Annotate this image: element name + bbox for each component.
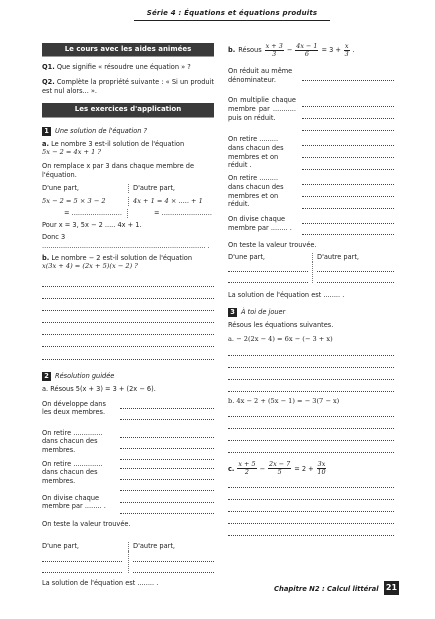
step-row: On retire .............. dans chacun des membres. xyxy=(42,429,214,458)
ex1-a-equation: 5x − 2 = 4x + 1 ? xyxy=(42,148,101,157)
ex3-a: a. − 2(2x − 4) = 6x − (− 3 + x) xyxy=(228,334,333,343)
two-parts-lines xyxy=(228,262,394,283)
two-parts-header: D'une part, D'autre part, xyxy=(228,252,360,261)
ex3-b-lines xyxy=(228,405,394,453)
two-parts-header: D'une part, D'autre part, xyxy=(42,184,176,193)
conclusion-pour: Pour x = 3, 5x − 2 ..... 4x + 1. xyxy=(42,220,142,229)
solution-line: La solution de l'équation est ........ . xyxy=(228,290,345,299)
step-row: On retire ......... dans chacun des membres et on réduit. xyxy=(228,174,394,212)
exercise-1-heading xyxy=(42,127,214,136)
question-2: Q2. Complète la propriété suivante : « Si un produit est nul alors... ». xyxy=(42,77,214,95)
two-parts-header: D'une part, D'autre part, xyxy=(42,542,176,551)
right-column xyxy=(228,43,394,536)
two-parts-lines xyxy=(42,551,214,573)
two-parts-line2: = ........................ = ........................ xyxy=(42,209,214,218)
step-row: On développe dans les deux membres. xyxy=(42,400,214,425)
page-number: 21 xyxy=(384,581,399,595)
exercise-number: 3 xyxy=(228,308,237,317)
exercise-number: 1 xyxy=(42,127,51,136)
ex3-c-lines xyxy=(228,476,394,536)
left-column xyxy=(42,43,214,588)
exercise-3-heading xyxy=(228,308,394,317)
exercise-2-heading xyxy=(42,372,214,381)
ex1-a-instruction: On remplace x par 3 dans chaque membre de l'équation. xyxy=(42,161,195,179)
ex2-a-question: a. Résous 5(x + 3) = 3 + (2x − 6). xyxy=(42,385,156,394)
ex2-steps xyxy=(42,400,214,518)
ex1-a-question: a. Le nombre 3 est-il solution de l'équation xyxy=(42,139,185,148)
step-row: On réduit au même dénominateur. xyxy=(228,67,394,93)
ex3-b: b. 4x − 2 + (5x − 1) = − 3(7 − x) xyxy=(228,396,340,405)
exercise-title: Une solution de l'équation ? xyxy=(55,126,148,135)
ex3-intro: Résous les équations suivantes. xyxy=(228,321,334,330)
step-row: On retire ......... dans chacun des membres et on réduit . xyxy=(228,135,394,173)
step-row: On divise chaque membre par ........ . xyxy=(228,215,394,239)
test-value: On teste la valeur trouvée. xyxy=(228,241,317,250)
answer-lines xyxy=(42,275,214,360)
chapter-footer: Chapitre N2 : Calcul littéral xyxy=(274,585,379,593)
question-1: Q1. Que signifie « résoudre une équation » ? xyxy=(42,63,191,72)
two-parts-line1: 5x − 2 = 5 × 3 − 2 4x + 1 = 4 × ..... + 1 xyxy=(42,197,203,206)
exercise-number: 2 xyxy=(42,372,51,381)
series-title: Série 4 : Équations et équations produits xyxy=(134,9,330,21)
step-row: On divise chaque membre par ........ . xyxy=(42,494,214,518)
solution-line: La solution de l'équation est ........ . xyxy=(42,579,159,588)
ex2-b-question: b. Résous $\frac{x + 3}{3}$ − $\frac{4x - 1}{6}$ = 3 + $\frac{x}{3}$ . xyxy=(228,42,355,59)
ex1-b-question: b. Le nombre − 2 est-il solution de l'équation xyxy=(42,253,193,262)
exercise-title: À toi de jouer xyxy=(241,308,286,317)
test-value: On teste la valeur trouvée. xyxy=(42,519,131,528)
ex1-b-equation: x(3x + 4) = (2x + 5)(x − 2) ? xyxy=(42,262,138,271)
ex3-c: c. $\frac{x + 5}{2}$ − $\frac{2x - 7}{5}$ = 2 + $\frac{3x}{10}$ xyxy=(228,460,326,477)
conclusion-donc: Donc 3 .............................................................................. . xyxy=(42,233,210,250)
course-banner: Le cours avec les aides animées xyxy=(42,43,214,56)
ex3-a-lines xyxy=(228,344,394,392)
ex2-b-steps xyxy=(228,67,394,239)
step-row: On retire .............. dans chacun des membres. xyxy=(42,460,214,490)
exercise-title: Résolution guidée xyxy=(55,372,115,381)
step-row: On multiplie chaque membre par ........... puis on réduit. xyxy=(228,96,394,132)
exercises-banner: Les exercices d'application xyxy=(42,103,214,116)
